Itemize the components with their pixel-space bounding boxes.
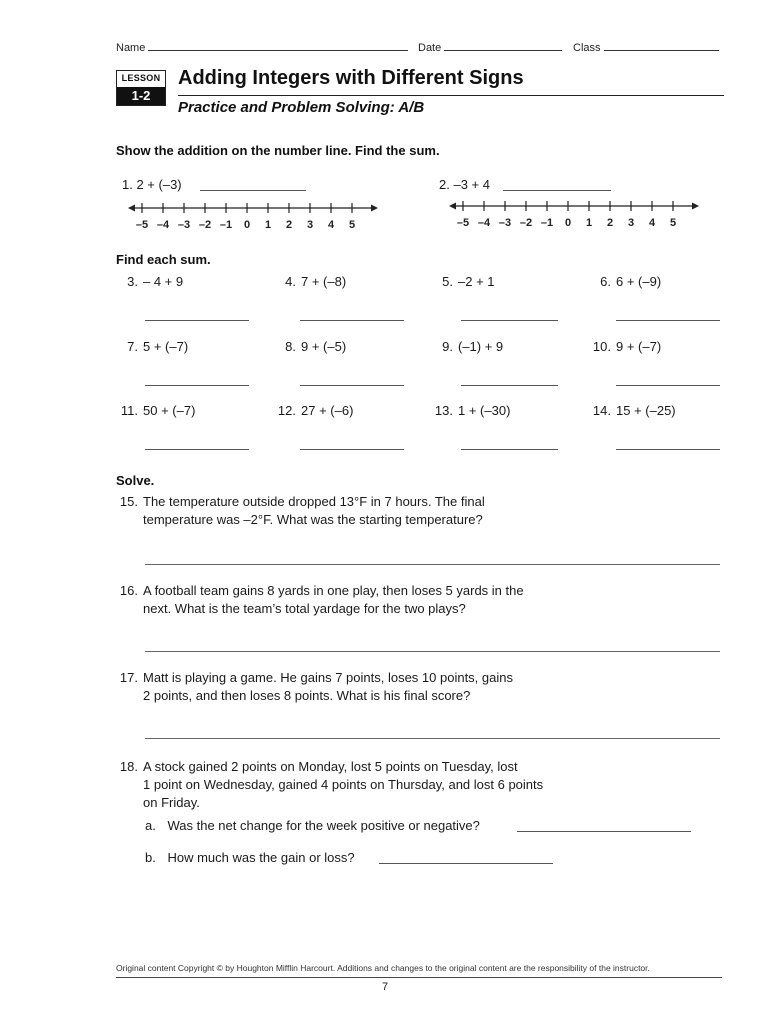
problem-expression: 2 + (–3) [136,177,182,192]
name-label: Name [116,42,146,54]
arrow-left-icon [128,205,135,212]
number-line-label: 5 [669,217,677,229]
class-label: Class [573,42,601,54]
problem-18 [116,758,736,810]
part1-instruction: Show the addition on the number line. Find the sum. [116,143,440,158]
problem-2 [439,177,490,192]
problem-10 [589,339,661,354]
problem-7 [116,339,188,354]
problem-expression: 15 + (–25) [616,403,676,418]
number-line-label: 3 [306,219,314,231]
problem-number: 15. [119,494,138,509]
date-label: Date [418,42,442,54]
number-line-1[interactable] [122,196,384,236]
answer-blank-12[interactable] [300,449,404,450]
number-line-label: –5 [135,219,149,231]
problem-17 [116,669,736,703]
problem-11 [116,403,195,418]
sub-label: a. [145,818,156,833]
copyright-notice: Original content Copyright © by Houghton Mifflin Harcourt. Additions and changes to the original content are the responsibility of the instructor. [116,963,650,973]
problem-text-line2: 1 point on Wednesday, gained 4 points on Thursday, and lost 6 points [143,777,544,792]
problem-5 [431,274,495,289]
date-blank[interactable] [444,39,562,51]
title-divider [178,95,724,96]
answer-blank-1[interactable] [200,190,306,191]
date-field[interactable] [418,39,562,54]
answer-blank-3[interactable] [145,320,249,321]
problem-9 [431,339,503,354]
part2-instruction: Find each sum. [116,252,211,267]
number-line-label: –1 [219,219,233,231]
number-line-label: 3 [627,217,635,229]
answer-line-15[interactable] [145,564,720,565]
problem-13 [431,403,510,418]
problem-number: 6. [600,274,611,289]
class-field[interactable] [573,39,719,54]
problem-number: 3. [127,274,138,289]
problem-expression: 5 + (–7) [143,339,189,354]
problem-8 [274,339,346,354]
problem-text-line1: A stock gained 2 points on Monday, lost 5 points on Tuesday, lost [143,759,518,774]
problem-expression: 27 + (–6) [301,403,354,418]
answer-blank-18a[interactable] [517,831,691,832]
answer-blank-18b[interactable] [379,863,553,864]
sub-question: How much was the gain or loss? [167,850,355,865]
lesson-badge [116,70,166,106]
answer-blank-14[interactable] [616,449,720,450]
problem-18b [145,850,355,865]
problem-text-line1: The temperature outside dropped 13°F in 7 hours. The final [143,494,485,509]
problem-number: 7. [127,339,138,354]
number-line-label: 0 [243,219,251,231]
number-line-label: –3 [177,219,191,231]
lesson-number: 1-2 [117,87,165,105]
problem-18a [145,818,480,833]
number-line-label: 1 [585,217,593,229]
lesson-word: LESSON [121,73,161,83]
answer-blank-6[interactable] [616,320,720,321]
problem-16 [116,582,736,616]
problem-4 [274,274,346,289]
number-line-label: –5 [456,217,470,229]
problem-number: 9. [442,339,453,354]
number-line-label: 2 [285,219,293,231]
problem-number: 18. [119,759,138,774]
problem-expression: 1 + (–30) [458,403,511,418]
problem-expression: 7 + (–8) [301,274,347,289]
number-line-label: 5 [348,219,356,231]
name-field[interactable] [116,39,408,54]
problem-expression: –2 + 1 [458,274,495,289]
problem-number: 11. [120,403,138,418]
problem-text-line1: Matt is playing a game. He gains 7 points, loses 10 points, gains [143,670,513,685]
class-blank[interactable] [604,39,719,51]
problem-expression: 9 + (–7) [616,339,662,354]
problem-number: 4. [285,274,296,289]
problem-14 [589,403,676,418]
sub-question: Was the net change for the week positive or negative? [167,818,480,833]
number-line-label: 0 [564,217,572,229]
problem-number: 12. [277,403,296,418]
number-line-label: –4 [477,217,491,229]
name-blank[interactable] [148,39,408,51]
number-line-label: –4 [156,219,170,231]
answer-blank-2[interactable] [503,190,611,191]
problem-expression: 50 + (–7) [143,403,196,418]
answer-line-17[interactable] [145,738,720,739]
arrow-right-icon [692,203,699,210]
problem-number: 13. [434,403,453,418]
problem-text-line2: temperature was –2°F. What was the starting temperature? [143,512,483,527]
problem-text-line2: 2 points, and then loses 8 points. What is his final score? [143,688,471,703]
answer-blank-7[interactable] [145,385,249,386]
sub-label: b. [145,850,156,865]
part3-instruction: Solve. [116,473,155,488]
answer-blank-5[interactable] [461,320,558,321]
problem-text-line3: on Friday. [143,795,200,810]
number-line-label: –2 [519,217,533,229]
answer-blank-9[interactable] [461,385,558,386]
answer-blank-13[interactable] [461,449,558,450]
answer-blank-10[interactable] [616,385,720,386]
answer-line-16[interactable] [145,651,720,652]
number-line-2[interactable] [443,194,705,234]
problem-number: 17. [119,670,138,685]
number-line-label: –2 [198,219,212,231]
problem-number: 2. [439,177,450,192]
page-title: Adding Integers with Different Signs [178,67,524,89]
problem-3 [116,274,183,289]
problem-text-line1: A football team gains 8 yards in one play, then loses 5 yards in the [143,583,524,598]
problem-expression: – 4 + 9 [143,274,184,289]
number-line-label: 4 [648,217,656,229]
problem-1 [122,177,182,192]
page-subtitle: Practice and Problem Solving: A/B [178,99,425,116]
problem-number: 16. [119,583,138,598]
footer-divider [116,977,722,978]
problem-6 [589,274,661,289]
arrow-right-icon [371,205,378,212]
number-line-label: –1 [540,217,554,229]
problem-expression: (–1) + 9 [458,339,504,354]
number-line-label: –3 [498,217,512,229]
problem-text-line2: next. What is the team’s total yardage for the two plays? [143,601,466,616]
answer-blank-11[interactable] [145,449,249,450]
number-line-label: 4 [327,219,335,231]
problem-expression: –3 + 4 [453,177,490,192]
problem-number: 5. [442,274,453,289]
arrow-left-icon [449,203,456,210]
problem-number: 1. [122,177,133,192]
answer-blank-4[interactable] [300,320,404,321]
problem-15 [116,493,736,527]
problem-number: 10. [592,339,611,354]
problem-expression: 9 + (–5) [301,339,347,354]
number-line-label: 2 [606,217,614,229]
problem-number: 8. [285,339,296,354]
number-line-label: 1 [264,219,272,231]
answer-blank-8[interactable] [300,385,404,386]
problem-12 [274,403,353,418]
problem-expression: 6 + (–9) [616,274,662,289]
problem-number: 14. [592,403,611,418]
page-number: 7 [381,981,389,993]
